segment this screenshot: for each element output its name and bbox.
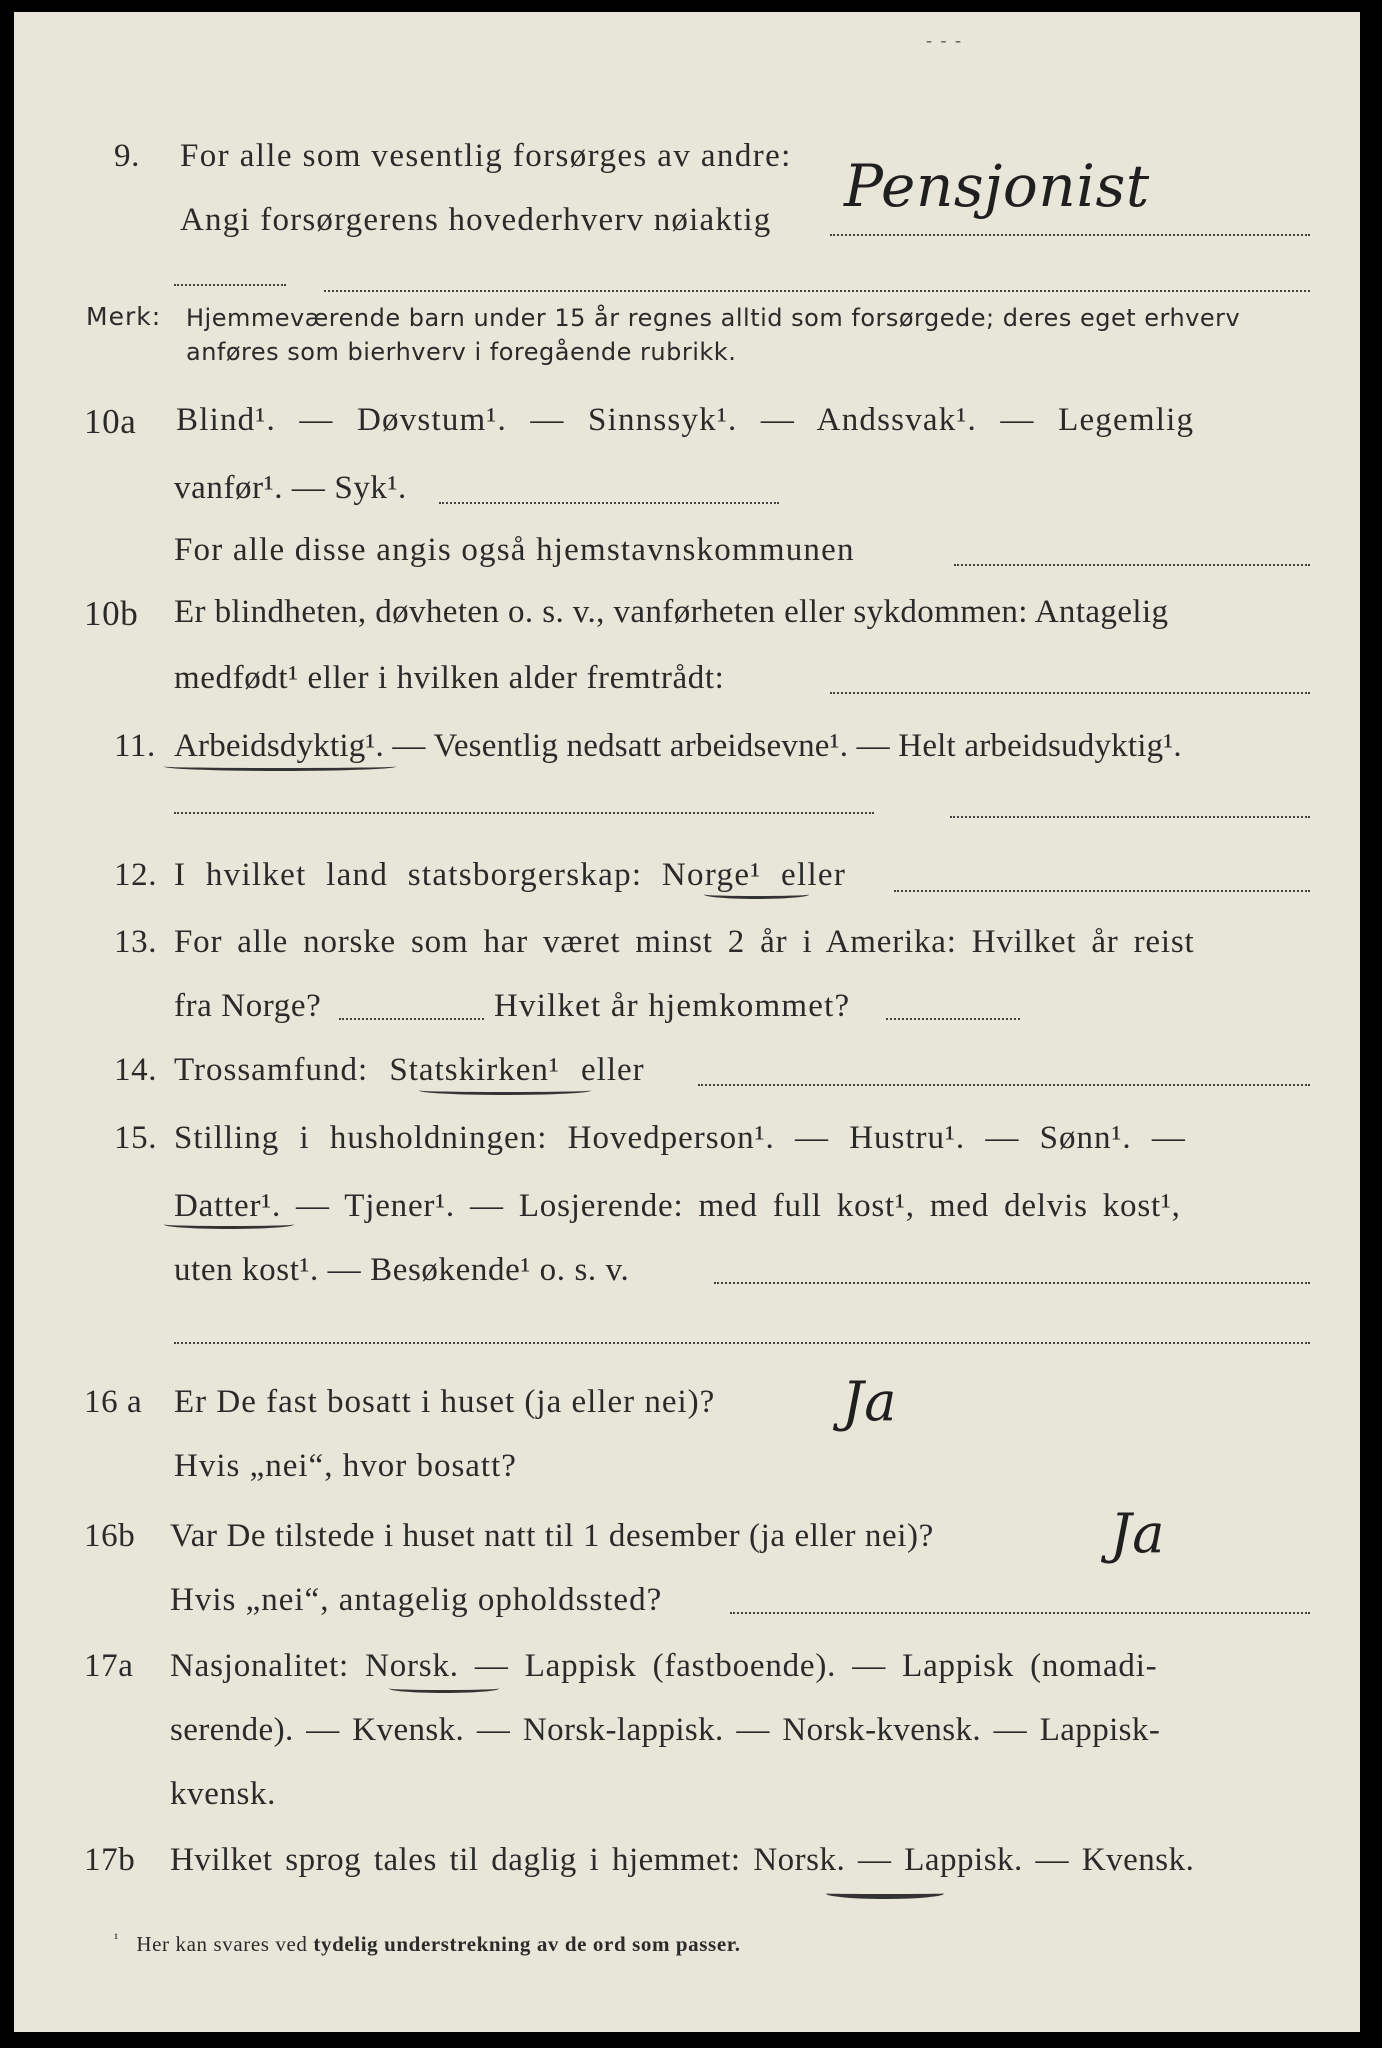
note-line1: Hjemmeværende barn under 15 år regnes alltid som forsørgede; deres eget erhverv xyxy=(186,304,1241,332)
question-12-answer-line xyxy=(894,890,1310,892)
question-15-selection-underline xyxy=(164,1220,294,1229)
question-16a-number: 16 a xyxy=(84,1384,143,1420)
census-form-page xyxy=(14,12,1360,2032)
question-16a-line2: Hvis „nei“, hvor bosatt? xyxy=(174,1448,517,1484)
question-17a-line2: serende). — Kvensk. — Norsk-lappisk. — Norsk-kvensk. — Lappisk- xyxy=(170,1712,1161,1748)
question-14-answer-line xyxy=(698,1084,1310,1086)
question-12-number: 12. xyxy=(114,857,158,893)
question-16b-number: 16b xyxy=(84,1518,136,1554)
question-14-selection-underline xyxy=(419,1086,591,1095)
question-15-line1: Stilling i husholdningen: Hovedperson¹. — Hustru¹. — Sønn¹. — xyxy=(174,1120,1186,1156)
question-9-line1: For alle som vesentlig forsørges av andre: xyxy=(180,138,792,174)
question-13-number: 13. xyxy=(114,924,158,960)
question-12-selection-underline xyxy=(704,890,809,899)
question-13-line2a: fra Norge? xyxy=(174,988,322,1024)
question-15-answer-line xyxy=(714,1282,1310,1284)
footnote-bold-text: tydelig understrekning av de ord som passer. xyxy=(313,1932,741,1956)
question-17b-line1: Hvilket sprog tales til daglig i hjemmet: Norsk. — Lappisk. — Kvensk. xyxy=(170,1842,1195,1878)
question-16b-line1: Var De tilstede i huset natt til 1 desember (ja eller nei)? xyxy=(170,1518,934,1554)
corner-mark: - - - xyxy=(926,30,963,50)
question-12-line1: I hvilket land statsborgerskap: Norge¹ eller xyxy=(174,857,847,893)
question-16b-line2: Hvis „nei“, antagelig opholdssted? xyxy=(170,1582,663,1618)
question-10a-number: 10a xyxy=(84,402,137,441)
question-10a-line3: For alle disse angis også hjemstavnskommunen xyxy=(174,532,855,568)
footnote xyxy=(114,1932,741,1957)
note-line2: anføres som bierhverv i foregående rubrikk. xyxy=(186,338,737,366)
question-11-number: 11. xyxy=(114,728,156,764)
question-14-line1: Trossamfund: Statskirken¹ eller xyxy=(174,1052,645,1088)
question-10a-line3-answer xyxy=(954,564,1310,566)
footnote-text: Her kan svares ved xyxy=(136,1932,308,1956)
question-10b-answer-line xyxy=(830,692,1310,694)
question-11-selection-underline xyxy=(164,762,396,771)
question-9-answer-line xyxy=(830,234,1310,236)
question-13-reist-answer xyxy=(339,1018,484,1020)
question-17a-line1: Nasjonalitet: Norsk. — Lappisk (fastboende). — Lappisk (nomadi- xyxy=(170,1648,1158,1684)
question-14-number: 14. xyxy=(114,1052,158,1088)
question-9-handwritten-answer[interactable]: Pensjonist xyxy=(844,152,1150,220)
question-17a-line3: kvensk. xyxy=(170,1776,276,1812)
question-9-line2: Angi forsørgerens hovederhverv nøiaktig xyxy=(180,202,772,238)
question-13-line2b: Hvilket år hjemkommet? xyxy=(494,988,851,1024)
note-label: Merk: xyxy=(86,302,162,331)
question-17a-number: 17a xyxy=(84,1648,134,1684)
question-13-line1: For alle norske som har været minst 2 år i Amerika: Hvilket år reist xyxy=(174,924,1195,960)
question-16b-answer-line xyxy=(730,1612,1310,1614)
question-16b-handwritten-answer[interactable]: Ja xyxy=(1110,1502,1166,1565)
question-10b-line2: medfødt¹ eller i hvilken alder fremtrådt: xyxy=(174,660,725,696)
question-15-line2: Datter¹. — Tjener¹. — Losjerende: med full kost¹, med delvis kost¹, xyxy=(174,1188,1181,1224)
question-15-line3: uten kost¹. — Besøkende¹ o. s. v. xyxy=(174,1252,630,1288)
question-15-extra-line xyxy=(174,1342,1310,1344)
question-17a-selection-underline xyxy=(389,1684,499,1693)
question-17b-selection-underline xyxy=(826,1888,944,1899)
question-10a-line2: vanfør¹. — Syk¹. xyxy=(174,470,407,506)
question-16a-line1: Er De fast bosatt i huset (ja eller nei)? xyxy=(174,1384,716,1420)
question-11-line1: Arbeidsdyktig¹. — Vesentlig nedsatt arbeidsevne¹. — Helt arbeidsudyktig¹. xyxy=(174,728,1182,764)
question-15-number: 15. xyxy=(114,1120,158,1156)
question-17b-number: 17b xyxy=(84,1842,136,1878)
question-10a-line2-answer xyxy=(439,502,779,504)
question-9-extra-line-a xyxy=(174,284,286,286)
question-11-extra-line-b xyxy=(950,816,1310,818)
question-9-extra-line-b xyxy=(324,290,1310,292)
question-10b-number: 10b xyxy=(84,594,139,633)
footnote-mark: ¹ xyxy=(114,1932,119,1947)
question-11-extra-line-a xyxy=(174,812,874,814)
question-10b-line1: Er blindheten, døvheten o. s. v., vanførheten eller sykdommen: Antagelig xyxy=(174,594,1169,630)
question-9-number: 9. xyxy=(114,138,140,174)
question-16a-handwritten-answer[interactable]: Ja xyxy=(842,1370,898,1433)
question-13-hjemkommet-answer xyxy=(886,1018,1020,1020)
question-10a-line1: Blind¹. — Døvstum¹. — Sinnssyk¹. — Andssvak¹. — Legemlig xyxy=(176,402,1195,438)
